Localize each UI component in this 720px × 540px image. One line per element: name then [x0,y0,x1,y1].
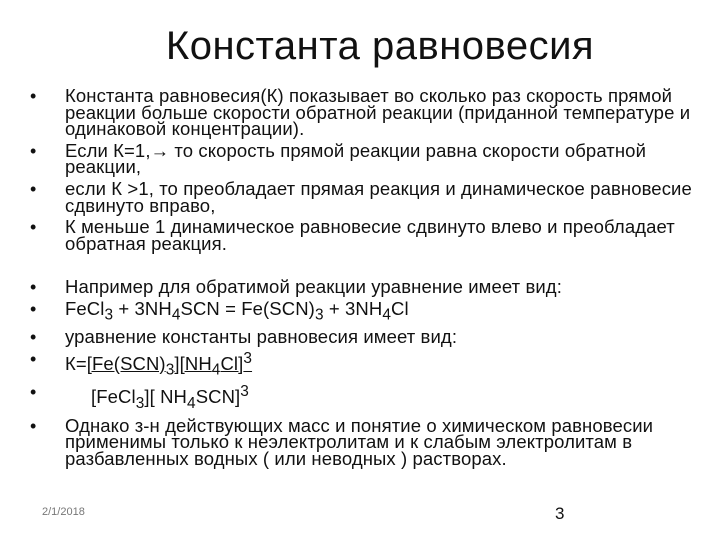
list-item: • К меньше 1 динамическое равновесие сдвинуто влево и преобладает обратная реакция. [30,216,675,254]
reaction-equation: • FeCl$_3$ + $3NH_4SCN = Fe(SCN)_3 + 3NH_4Cl$ [30,297,409,324]
list-item: • уравнение константы равновесия имеет вид: [30,326,458,348]
slide-title: Константа равновесия [165,24,595,68]
bullet-list [30,85,710,472]
bullet-icon: • [30,382,37,403]
equilibrium-constant-numerator: • $К=[Fe(SCN)_3][NH_4Cl]^3$ [30,348,253,379]
bullet-icon: • [30,298,37,319]
list-item: • если К >1, то преобладает прямая реакция и динамическое равновесие сдвинуто вправо, [30,177,692,216]
page-number: 3 [555,504,565,523]
list-item: • Однако з-н действующих масс и понятие о химическом равновесии применимы только к неэлектролитам и к слабым электролитам в разбавленных водных ( или неводных ) растворах. [30,414,654,469]
bullet-icon: • [30,327,37,348]
bullet-icon: • [30,277,37,298]
slide-date: 2/1/2018 [42,506,85,518]
list-item: • Например для обратимой реакции уравнение имеет вид: [30,276,562,298]
bullet-icon: • [30,178,37,199]
bullet-icon: • [30,348,37,369]
equilibrium-constant-denominator: • [FeCl$_3$][ $NH_4SCN]^3$ [30,382,249,413]
list-item: • Если К=1,→ то скорость прямой реакции равна скорости обратной реакции, [30,139,647,178]
bullet-icon: • [30,217,37,238]
list-item: • Константа равновесия(К) показывает во сколько раз скорость прямой реакции больше скорости обратной реакции (приданной температуре и одинаковой концентрации). [30,85,691,140]
bullet-icon: • [30,415,37,436]
bullet-icon: • [30,86,37,106]
bullet-icon: • [30,140,37,161]
